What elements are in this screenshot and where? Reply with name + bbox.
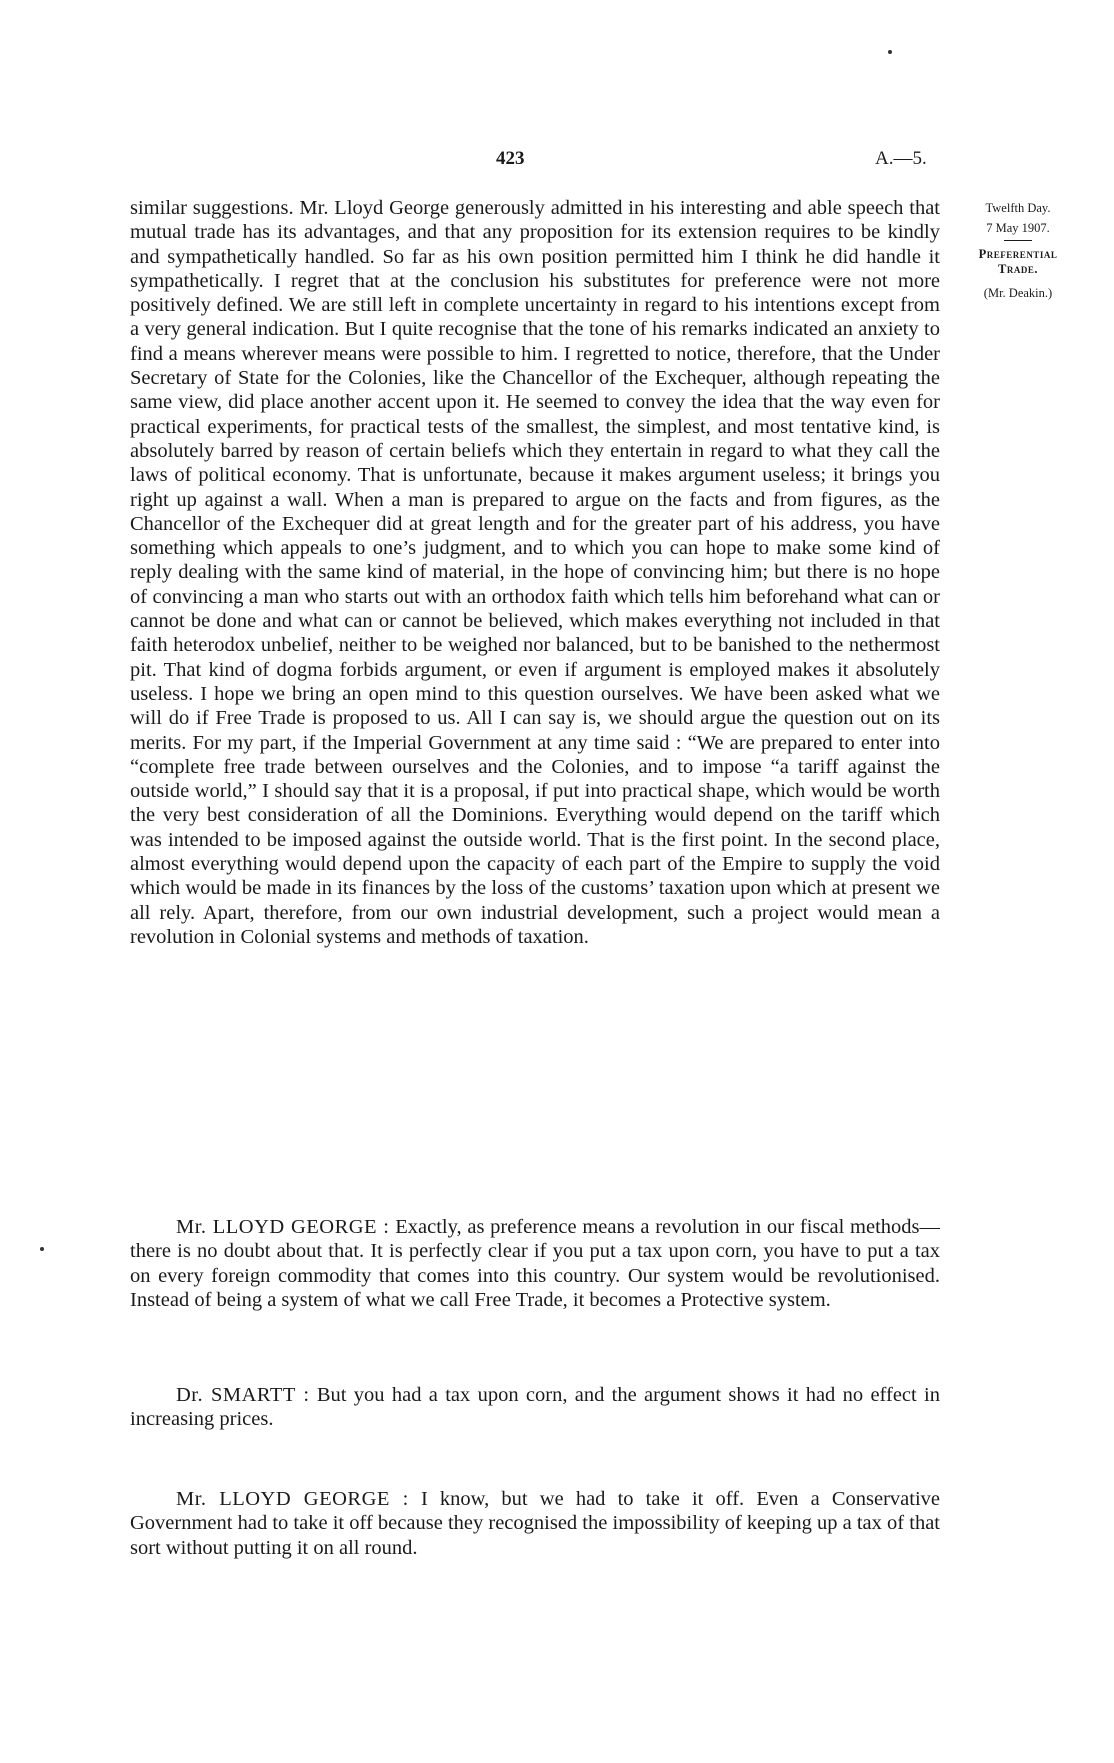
paragraph-smartt [130,1383,940,1432]
paragraph-deakin [130,196,940,949]
paragraph-text: But you had a tax upon corn, and the argument shows it had no effect in increasing prices. [130,1384,940,1431]
margin-rule [1004,240,1032,241]
margin-subject: Preferential Trade. [978,247,1058,276]
paragraph-text: similar suggestions. Mr. Lloyd George generously admitted in his interesting and able speech that mutual trade has its advantages, and that any proposition for its extension requires to be kindly and sympathetically handled. So far as his own position permitted him I think he did handle it sympathetically. I regret that at the conclusion his substitutes for preference were not more positively defined. We are still left in complete uncertainty in regard to his intentions except from a very general indication. But I quite recognise that the tone of his remarks indicated an anxiety to find a means wherever means were possible to him. I regretted to notice, therefore, that the Under Secretary of State for the Colonies, like the Chancellor of the Exchequer, although repeating the same view, did place another accent upon it. He seemed to convey the idea that the way even for practical experiments, for practical tests of the smallest, the simplest, and most tentative kind, is absolutely barred by reason of certain beliefs which they entertain in regard to what they call the laws of political economy. That is unfortunate, because it makes argument useless; it brings you right up against a wall. When a man is prepared to argue on the facts and from figures, as the Chancellor of the Exchequer did at great length and for the greater part of his address, you have something which appeals to one’s judgment, and to which you can hope to make some kind of reply dealing with the same kind of material, in the hope of convincing him; but there is no hope of convincing a man who starts out with an orthodox faith which tells him beforehand what can or cannot be done and what can or cannot be believed, which makes everything not included in that faith heterodox unbelief, neither to be weighed nor balanced, but to be banished to the nethermost pit. That kind of dogma forbids argument, or even if argument is employed makes it absolutely useless. I hope we bring an open mind to this question ourselves. We have been asked what we will do if Free Trade is proposed to us. All I can say is, we should argue the question out on its merits. For my part, if the Imperial Government at any time said : “We are prepared to enter into “complete free trade between ourselves and the Colonies, and to impose “a tariff against the outside world,” I should say that it is a proposal, if put into practical shape, which would be worth the very best consideration of all the Dominions. Everything would depend on the tariff which was intended to be imposed against the outside world. That is the first point. In the second place, almost everything would depend upon the capacity of each part of the Empire to supply the void which would be made in its finances by the loss of the customs’ taxation upon which at present we all rely. Apart, therefore, from our own industrial development, such a project would mean a revolution in Colonial systems and methods of taxation. [130,197,940,948]
speck-mark [888,50,892,54]
speaker-label: Mr. LLOYD GEORGE : [176,1488,409,1510]
paragraph-lloyd-george-1 [130,1215,940,1312]
margin-note [958,198,1078,303]
margin-speaker: (Mr. Deakin.) [983,286,1053,300]
speaker-label: Dr. SMARTT : [176,1384,310,1406]
speaker-label: Mr. LLOYD GEORGE : [176,1216,390,1238]
document-code: A.—5. [875,148,927,169]
paragraph-text: I know, but we had to take it off. Even a Conservative Government had to take it off because they recognised the impossibility of keeping up a tax of that sort without putting it on all round. [130,1488,940,1559]
page-number: 423 [496,148,525,169]
speck-mark [40,1247,44,1251]
margin-date: 7 May 1907. [986,221,1050,235]
paragraph-text: Exactly, as preference means a revolution in our fiscal methods—there is no doubt about that. It is perfectly clear if you put a tax upon corn, you have to put a tax on every foreign commodity that comes into this country. Our system would be revolutionised. Instead of being a system of what we call Free Trade, it becomes a Protective system. [130,1216,940,1311]
margin-day: Twelfth Day. [985,201,1051,215]
paragraph-lloyd-george-2 [130,1487,940,1560]
